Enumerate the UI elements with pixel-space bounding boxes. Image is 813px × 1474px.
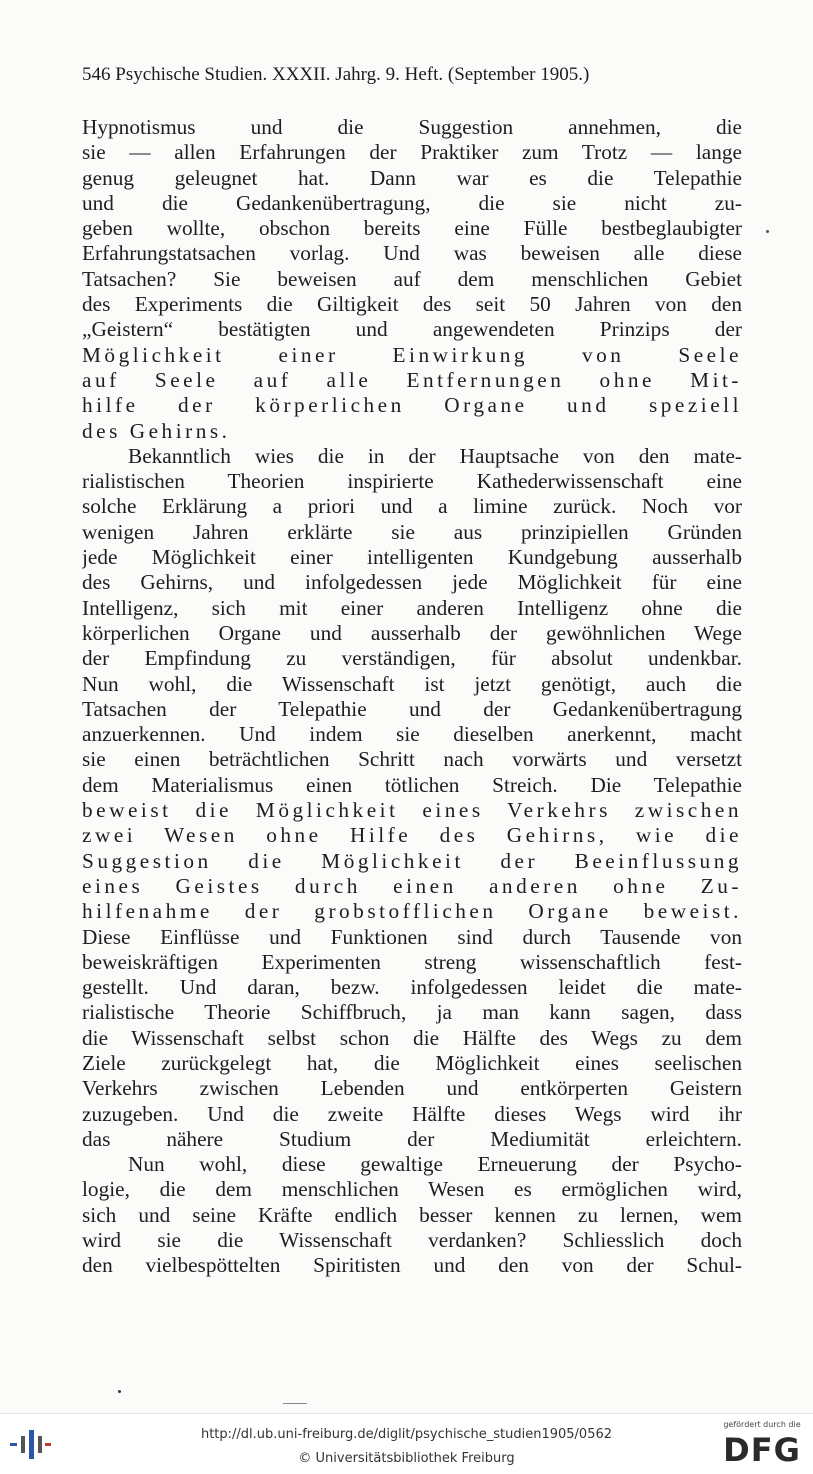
text-line: der Empfindung zu verständigen, für absolut undenkbar.: [82, 646, 742, 671]
running-header: 546 Psychische Studien. XXXII. Jahrg. 9. Heft. (September 1905.): [82, 64, 590, 85]
permalink-url[interactable]: http://dl.ub.uni-freiburg.de/diglit/psychische_studien1905/0562: [200, 1427, 613, 1442]
text-line: Nun wohl, die Wissenschaft ist jetzt genötigt, auch die: [82, 671, 742, 696]
text-line: gestellt. Und daran, bezw. infolgedessen leidet die mate-: [82, 975, 742, 1000]
text-line: des Gehirns.: [82, 418, 231, 443]
text-line: sie einen beträchtlichen Schritt nach vorwärts und versetzt: [82, 747, 742, 772]
dfg-sponsor[interactable]: [716, 1418, 808, 1472]
text-line: eines Geistes durch einen anderen ohne Zu-: [82, 873, 742, 898]
text-line: solche Erklärung a priori und a limine zurück. Noch vor: [82, 494, 742, 519]
scan-speck: [766, 230, 769, 233]
text-line: logie, die dem menschlichen Wesen es ermöglichen wird,: [82, 1177, 742, 1202]
dfg-caption: gefördert durch die: [723, 1420, 801, 1429]
text-line: Verkehrs zwischen Lebenden und entkörperten Geistern: [82, 1076, 742, 1101]
text-line: die Wissenschaft selbst schon die Hälfte des Wegs zu dem: [82, 1025, 742, 1050]
text-line: Nun wohl, diese gewaltige Erneuerung der Psycho-: [128, 1152, 742, 1177]
text-line: des Experiments die Giltigkeit des seit 50 Jahren von den: [82, 292, 742, 317]
text-line: rialistische Theorie Schiffbruch, ja man kann sagen, dass: [82, 1000, 742, 1025]
text-line: Hypnotismus und die Suggestion annehmen, die: [82, 115, 742, 139]
text-line: Bekanntlich wies die in der Hauptsache von den mate-: [128, 443, 742, 468]
text-line: Möglichkeit einer Einwirkung von Seele: [82, 342, 742, 367]
text-line: zwei Wesen ohne Hilfe des Gehirns, wie die: [82, 823, 742, 848]
text-line: sich und seine Kräfte endlich besser kennen zu lernen, wem: [82, 1202, 742, 1227]
text-line: genug geleugnet hat. Dann war es die Telepathie: [82, 165, 742, 190]
text-line: geben wollte, obschon bereits eine Fülle bestbeglaubigter: [82, 216, 742, 241]
text-line: Tatsachen der Telepathie und der Gedankenübertragung: [82, 696, 742, 721]
dfg-logo: DFG: [723, 1431, 801, 1469]
text-line: Intelligenz, sich mit einer anderen Intelligenz ohne die: [82, 595, 742, 620]
text-line: beweist die Möglichkeit eines Verkehrs zwischen: [82, 798, 742, 823]
text-line: körperlichen Organe und ausserhalb der gewöhnlichen Wege: [82, 620, 742, 645]
viewer-footer: [0, 1413, 813, 1474]
text-line: Diese Einflüsse und Funktionen sind durch Tausende von: [82, 924, 742, 949]
scan-speck: [118, 1390, 121, 1393]
text-line: rialistischen Theorien inspirierte Kathederwissenschaft eine: [82, 469, 742, 494]
text-line: „Geistern“ bestätigten und angewendeten Prinzips der: [82, 317, 742, 342]
text-line: den vielbespöttelten Spiritisten und den von der Schul-: [82, 1253, 742, 1278]
text-line: Ziele zurückgelegt hat, die Möglichkeit eines seelischen: [82, 1050, 742, 1075]
text-line: beweiskräftigen Experimenten streng wissenschaftlich fest-: [82, 949, 742, 974]
text-line: das nähere Studium der Mediumität erleichtern.: [82, 1126, 742, 1151]
text-line: hilfenahme der grobstofflichen Organe beweist.: [82, 899, 742, 924]
text-line: Tatsachen? Sie beweisen auf dem menschlichen Gebiet: [82, 266, 742, 291]
text-line: Erfahrungstatsachen vorlag. Und was beweisen alle diese: [82, 241, 742, 266]
text-line: und die Gedankenübertragung, die sie nicht zu-: [82, 190, 742, 215]
body-text: [82, 115, 742, 1279]
text-line: Suggestion die Möglichkeit der Beeinflussung: [82, 848, 742, 873]
text-line: jede Möglichkeit einer intelligenten Kundgebung ausserhalb: [82, 545, 742, 570]
text-line: dem Materialismus einen tötlichen Streich. Die Telepathie: [82, 772, 742, 797]
text-line: anzuerkennen. Und indem sie dieselben anerkennt, macht: [82, 722, 742, 747]
copyright-notice: © Universitätsbibliothek Freiburg: [298, 1451, 515, 1466]
text-line: zuzugeben. Und die zweite Hälfte dieses Wegs wird ihr: [82, 1101, 742, 1126]
text-line: wird sie die Wissenschaft verdanken? Schliesslich doch: [82, 1228, 742, 1253]
scan-mark: [283, 1403, 307, 1404]
text-line: wenigen Jahren erklärte sie aus prinzipiellen Gründen: [82, 519, 742, 544]
text-line: sie — allen Erfahrungen der Praktiker zum Trotz — lange: [82, 140, 742, 165]
text-line: auf Seele auf alle Entfernungen ohne Mit-: [82, 367, 742, 392]
text-line: hilfe der körperlichen Organe und speziell: [82, 393, 742, 418]
text-line: des Gehirns, und infolgedessen jede Möglichkeit für eine: [82, 570, 742, 595]
